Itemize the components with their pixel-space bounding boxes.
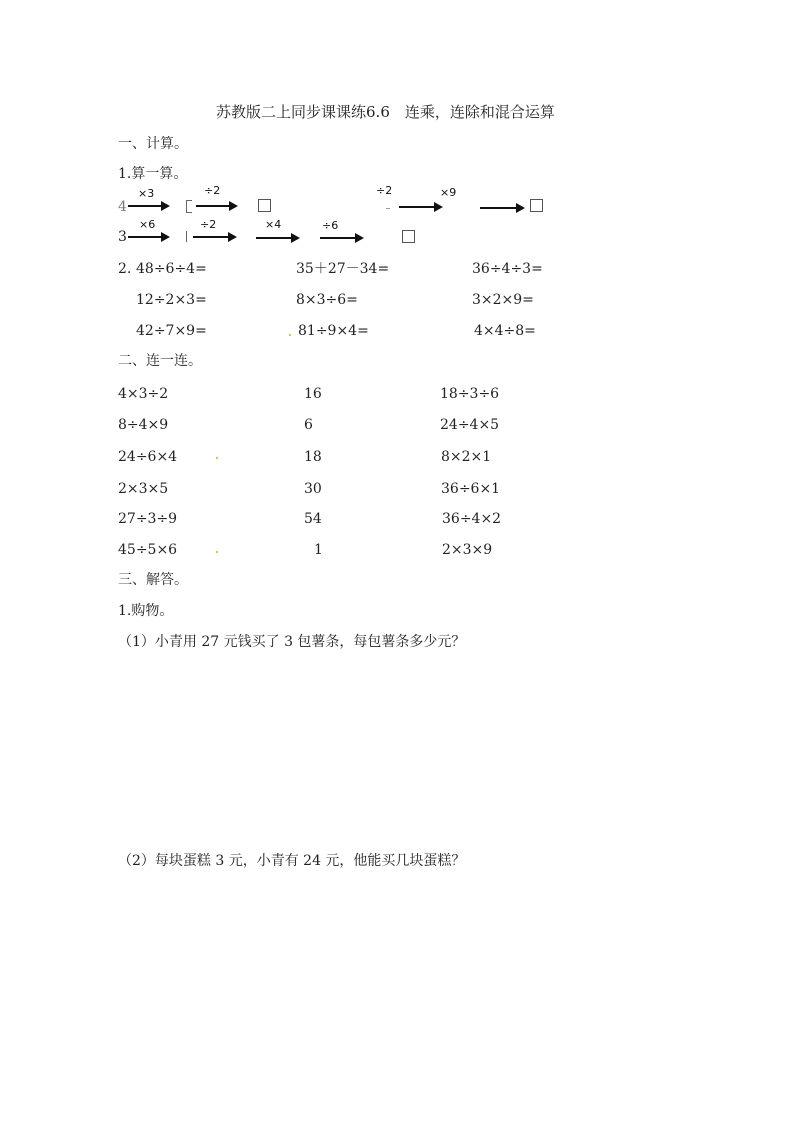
stray-mark: [216, 551, 218, 553]
match-left-4[interactable]: 2×3×5: [118, 481, 169, 497]
row1-small-mark: [386, 208, 390, 209]
question1-label: 1.购物。: [118, 603, 174, 619]
row2-arrow1: [128, 232, 170, 242]
section-heading-calculate: 一、计算。: [118, 136, 188, 152]
match-middle-3[interactable]: 18: [304, 449, 322, 465]
row2-answer-box[interactable]: [402, 230, 415, 243]
match-right-6[interactable]: 2×3×9: [442, 542, 493, 558]
page-title: 苏教版二上同步课课练6.6 连乘，连除和混合运算: [216, 103, 555, 121]
row1-answer-bracket1: [186, 200, 192, 213]
row2-op2-label: ÷2: [200, 218, 217, 231]
match-right-2[interactable]: 24÷4×5: [440, 417, 500, 433]
section-heading-match: 二、连一连。: [118, 353, 202, 369]
row2-arrow2: [193, 232, 237, 242]
match-middle-6[interactable]: 1: [314, 542, 323, 558]
stray-mark: [216, 457, 218, 459]
row1-op2-label: ÷2: [204, 184, 221, 197]
expr-r3-c1: 42÷7×9=: [136, 323, 207, 339]
row2-arrow4: [320, 233, 364, 243]
match-left-6[interactable]: 45÷5×6: [118, 542, 178, 558]
expr-r2-c2: 8×3÷6=: [296, 292, 358, 308]
match-middle-4[interactable]: 30: [304, 481, 322, 497]
row1-answer-box2[interactable]: [530, 199, 543, 212]
expr-r2-c1: 12÷2×3=: [136, 292, 207, 308]
stray-mark: [289, 334, 291, 336]
match-left-2[interactable]: 8÷4×9: [118, 417, 169, 433]
row1-op3-label: ÷2: [376, 184, 393, 197]
row1-arrow2: [196, 201, 238, 211]
answer-space-2[interactable]: [118, 875, 678, 1075]
part1-label: 1.算一算。: [118, 166, 188, 182]
match-left-3[interactable]: 24÷6×4: [118, 449, 178, 465]
row1-op4-label: ×9: [440, 186, 457, 199]
expr-r1-c3: 36÷4÷3=: [472, 261, 543, 277]
answer-space-1[interactable]: [118, 655, 678, 845]
expr-r3-c2: 81÷9×4=: [298, 323, 369, 339]
row2-op1-label: ×6: [139, 218, 156, 231]
match-middle-2[interactable]: 6: [304, 417, 313, 433]
row2-start-number: 3: [118, 229, 127, 245]
row1-op1-label: ×3: [138, 187, 155, 200]
row1-start-number: 4: [118, 199, 127, 215]
row1-arrow3: [399, 202, 443, 212]
expr-r1-c2: 35＋27－34=: [296, 261, 390, 277]
part2-label: 2.: [118, 261, 132, 277]
row2-arrow3: [256, 233, 300, 243]
match-right-3[interactable]: 8×2×1: [441, 449, 492, 465]
row1-answer-box1[interactable]: [258, 199, 271, 212]
match-right-5[interactable]: 36÷4×2: [442, 511, 502, 527]
match-middle-5[interactable]: 54: [304, 511, 322, 527]
row2-op4-label: ÷6: [322, 219, 339, 232]
match-left-1[interactable]: 4×3÷2: [118, 386, 169, 402]
match-right-4[interactable]: 36÷6×1: [441, 481, 501, 497]
row1-arrow4: [480, 203, 525, 213]
question1-part1: （1）小青用 27 元钱买了 3 包薯条，每包薯条多少元？: [118, 634, 466, 650]
expr-r1-c1: 48÷6÷4=: [136, 261, 207, 277]
row2-op3-label: ×4: [265, 218, 282, 231]
expr-r3-c3: 4×4÷8=: [474, 323, 536, 339]
section-heading-answer: 三、解答。: [118, 572, 188, 588]
row2-answer-bracket1: [186, 231, 187, 242]
question1-part2: （2）每块蛋糕 3 元，小青有 24 元，他能买几块蛋糕？: [118, 853, 466, 869]
match-middle-1[interactable]: 16: [304, 386, 322, 402]
expr-r2-c3: 3×2×9=: [472, 292, 534, 308]
match-right-1[interactable]: 18÷3÷6: [440, 386, 500, 402]
row1-arrow1: [128, 201, 170, 211]
match-left-5[interactable]: 27÷3÷9: [118, 511, 178, 527]
